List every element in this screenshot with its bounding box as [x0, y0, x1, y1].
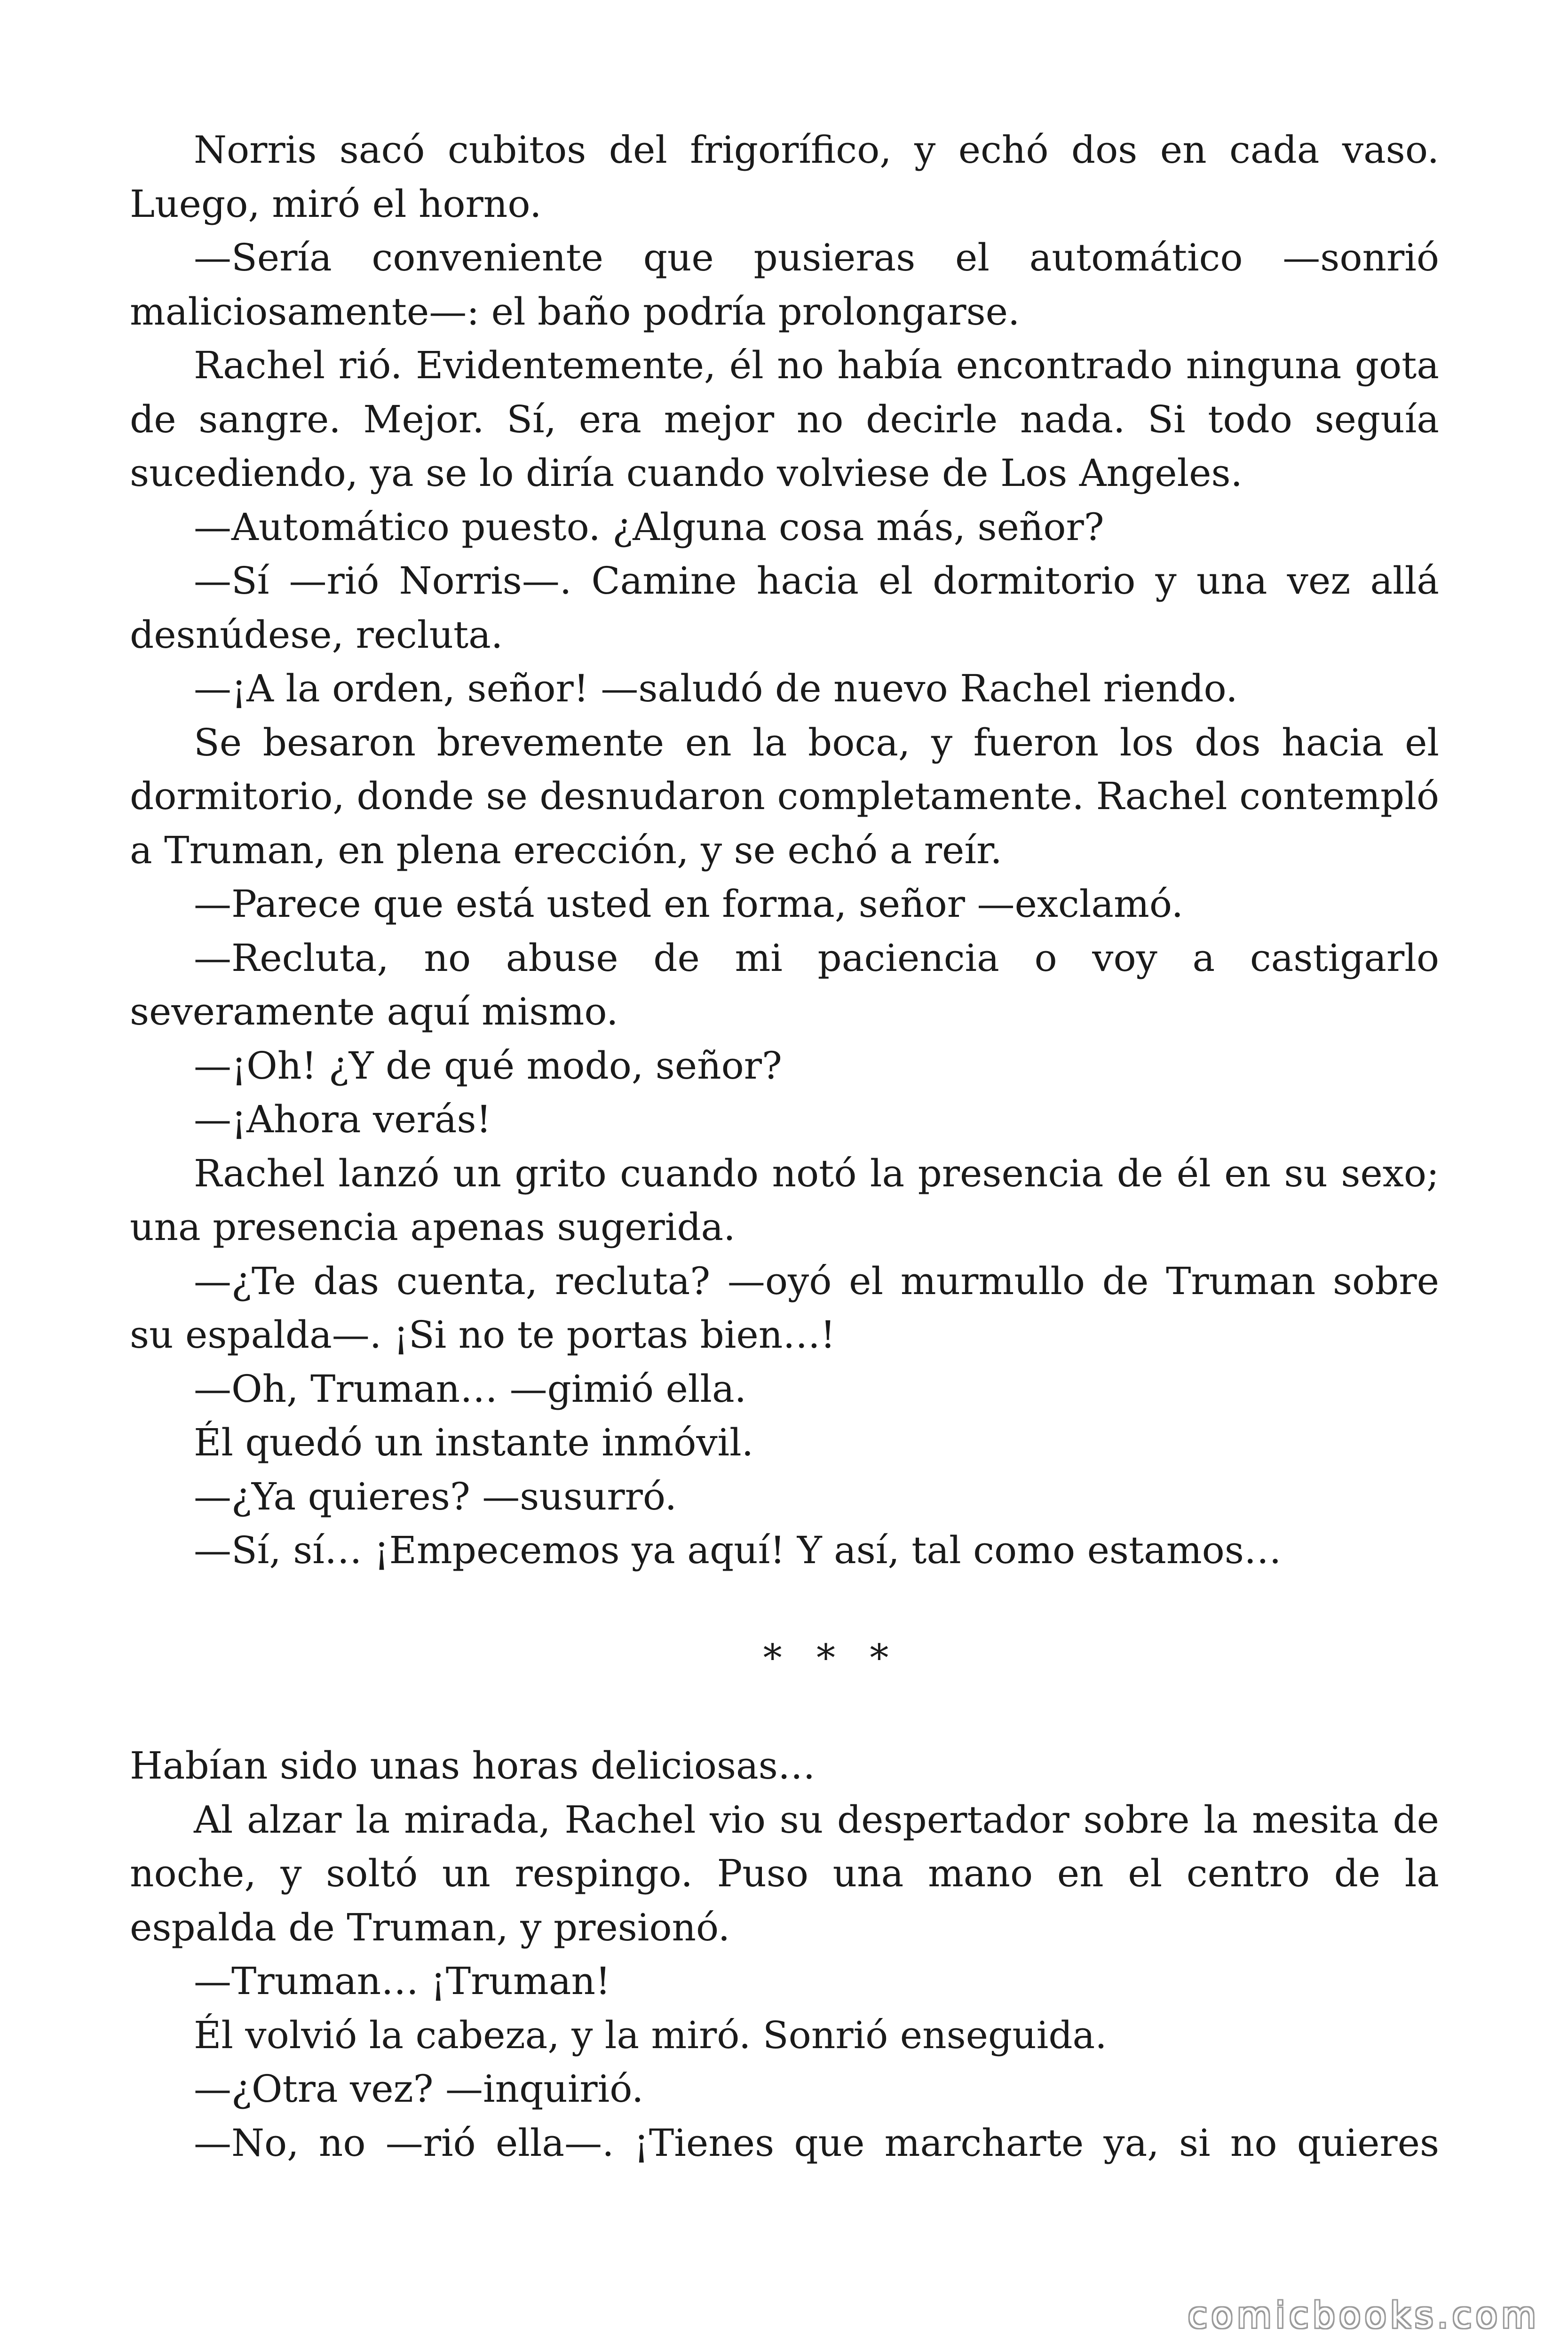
paragraph: Norris sacó cubitos del frigorífico, y echó dos en cada vaso. Luego, miró el horno. [130, 128, 1439, 226]
paragraph: —Automático puesto. ¿Alguna cosa más, señor? [194, 505, 1104, 549]
paragraph: —Sí, sí… ¡Empecemos ya aquí! Y así, tal como estamos… [194, 1528, 1282, 1572]
paragraph: —Oh, Truman… —gimió ella. [194, 1367, 747, 1411]
paragraph-continued: —No, no —rió ella—. ¡Tienes que marcharte ya, si no quieres [194, 2121, 1439, 2165]
paragraph: Rachel lanzó un grito cuando notó la presencia de él en su sexo; una presencia apenas sugerida. [130, 1151, 1439, 1249]
watermark: comicbooks.com [1188, 2294, 1540, 2336]
page-body [130, 123, 1439, 2170]
paragraph: —Sería conveniente que pusieras el automático —sonrió maliciosamente—: el baño podría prolongarse. [130, 236, 1439, 334]
paragraph: Se besaron brevemente en la boca, y fueron los dos hacia el dormitorio, donde se desnudaron completamente. Rachel contempló a Truman, en plena erección, y se echó a reír. [130, 720, 1439, 872]
paragraph: Al alzar la mirada, Rachel vio su despertador sobre la mesita de noche, y soltó un respingo. Puso una mano en el centro de la espalda de Truman, y presionó. [130, 1797, 1439, 1949]
paragraph: —¡Oh! ¿Y de qué modo, señor? [194, 1043, 782, 1088]
paragraph: Él quedó un instante inmóvil. [194, 1421, 754, 1464]
paragraph: —Recluta, no abuse de mi paciencia o voy a castigarlo severamente aquí mismo. [130, 936, 1439, 1033]
paragraph: —¿Te das cuenta, recluta? —oyó el murmullo de Truman sobre su espalda—. ¡Si no te portas bien…! [130, 1259, 1439, 1357]
paragraph: Él volvió la cabeza, y la miró. Sonrió enseguida. [194, 2013, 1107, 2057]
paragraph: —¿Ya quieres? —susurró. [194, 1474, 677, 1518]
paragraph: Rachel rió. Evidentemente, él no había encontrado ninguna gota de sangre. Mejor. Sí, era mejor no decirle nada. Si todo seguía sucediendo, ya se lo diría cuando volviese de Los Angeles. [130, 343, 1439, 495]
paragraph: Habían sido unas horas deliciosas… [130, 1744, 816, 1788]
paragraph: —¡A la orden, señor! —saludó de nuevo Rachel riendo. [194, 667, 1238, 710]
paragraph: —¡Ahora verás! [194, 1097, 491, 1141]
paragraph: —¿Otra vez? —inquirió. [194, 2067, 644, 2111]
scene-break: * * * [763, 1636, 900, 1680]
paragraph: —Truman… ¡Truman! [194, 1959, 611, 2003]
paragraph: —Sí —rió Norris—. Camine hacia el dormitorio y una vez allá desnúdese, recluta. [130, 559, 1439, 657]
paragraph: —Parece que está usted en forma, señor —exclamó. [194, 882, 1184, 926]
